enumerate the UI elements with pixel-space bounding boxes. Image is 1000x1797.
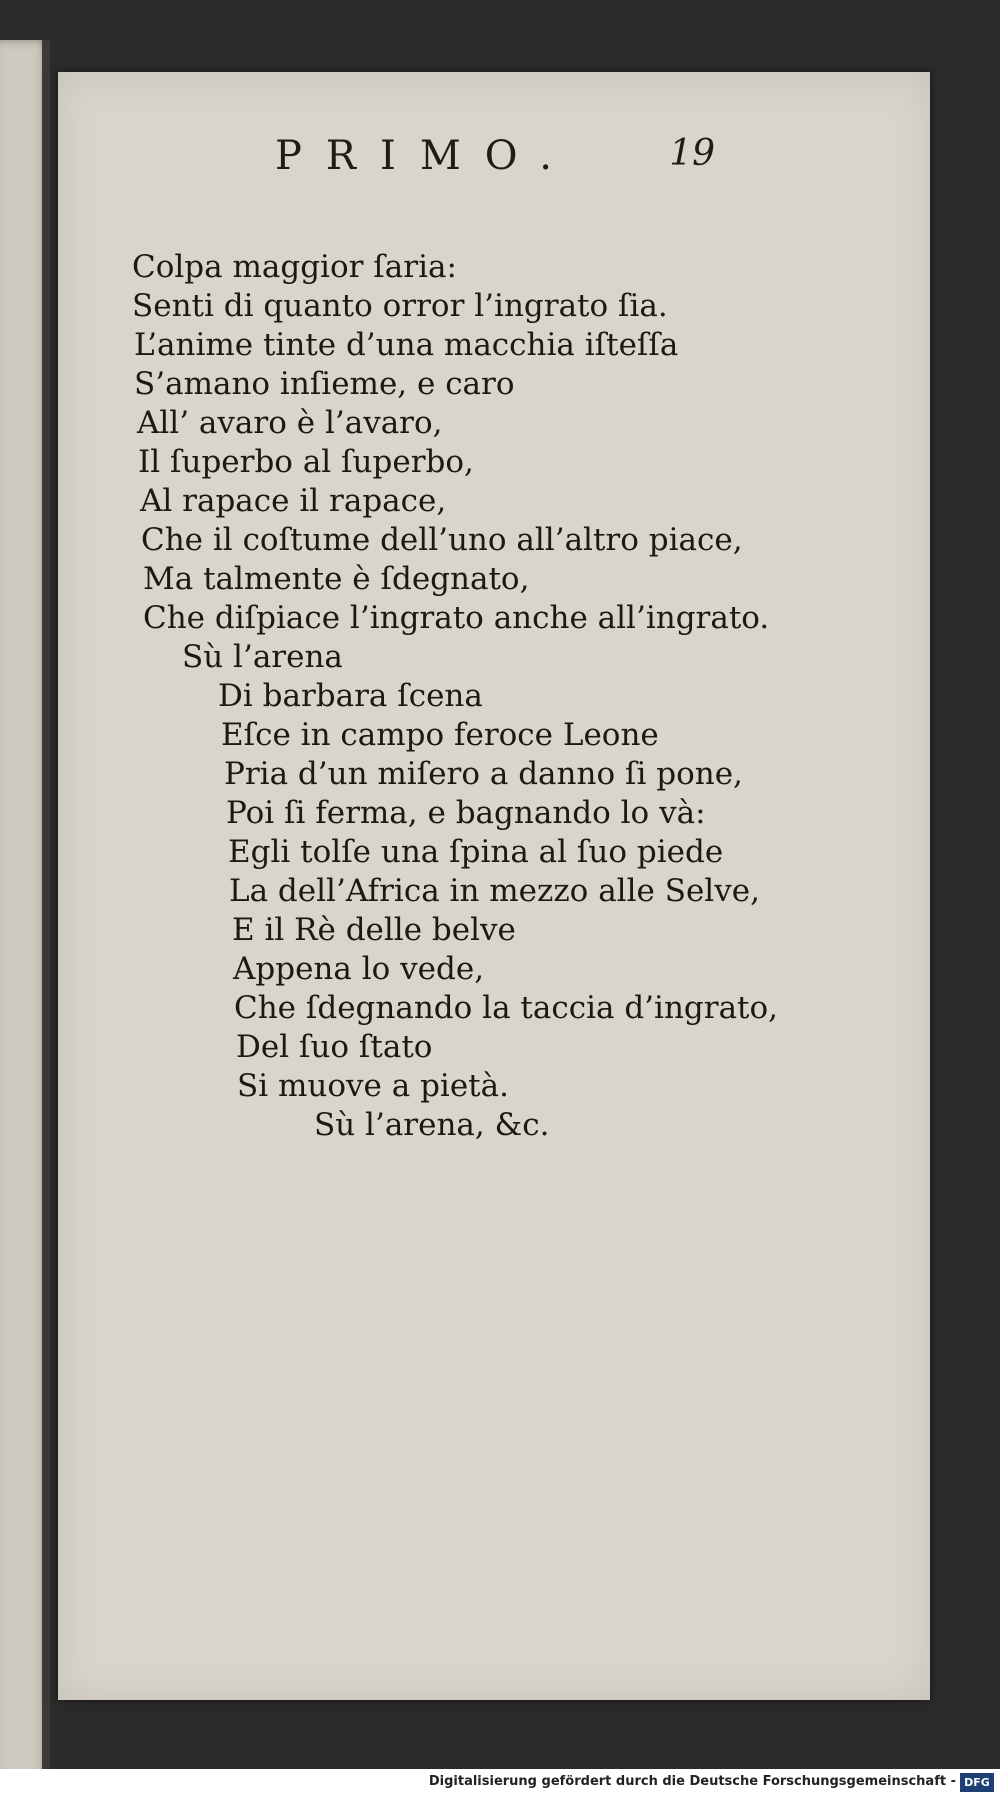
page-number: 19 (669, 133, 715, 174)
verse-line: Ma talmente è ſdegnato, (143, 561, 530, 597)
verse-line: Sù l’arena, &c. (314, 1107, 550, 1143)
digitization-footer (0, 1769, 1000, 1797)
verse-line: Che il coſtume dell’uno all’altro piace, (141, 522, 743, 558)
verse-line: Che ſdegnando la taccia d’ingrato, (234, 990, 779, 1026)
verse-line: S’amano inſieme, e caro (134, 366, 515, 402)
verse-line: Al rapace il rapace, (140, 483, 447, 519)
verse-line: La dell’Africa in mezzo alle Selve, (229, 873, 760, 909)
verse-line: Egli tolſe una ſpina al ſuo piede (228, 834, 724, 870)
verse-line: Eſce in campo feroce Leone (221, 717, 659, 753)
verse-line: Colpa maggior ſaria: (132, 249, 457, 285)
verse-line: E il Rè delle belve (232, 912, 516, 948)
verse-line: Di barbara ſcena (218, 678, 483, 714)
verse-line: Che diſpiace l’ingrato anche all’ingrato. (143, 600, 770, 636)
verse-line: Senti di quanto orror l’ingrato ſia. (132, 288, 668, 324)
verse-line: Poi ſi ferma, e bagnando lo và: (226, 795, 706, 831)
dfg-logo: DFG (960, 1773, 994, 1792)
footer-credit: Digitalisierung gefördert durch die Deutsche Forschungsgemeinschaft - (428, 1774, 956, 1789)
verse-line: Il ſuperbo al ſuperbo, (138, 444, 474, 480)
verse-line: Appena lo vede, (233, 951, 485, 987)
running-head-word: PRIMO. (275, 133, 576, 179)
verse-line: Pria d’un miſero a danno ſi pone, (224, 756, 743, 792)
verse-line: All’ avaro è l’avaro, (137, 405, 443, 441)
verse-line: Del ſuo ſtato (236, 1029, 433, 1065)
verse-line: L’anime tinte d’una macchia iſteſſa (134, 327, 679, 363)
verse-line: Si muove a pietà. (237, 1068, 509, 1104)
verse-line: Sù l’arena (182, 639, 343, 675)
